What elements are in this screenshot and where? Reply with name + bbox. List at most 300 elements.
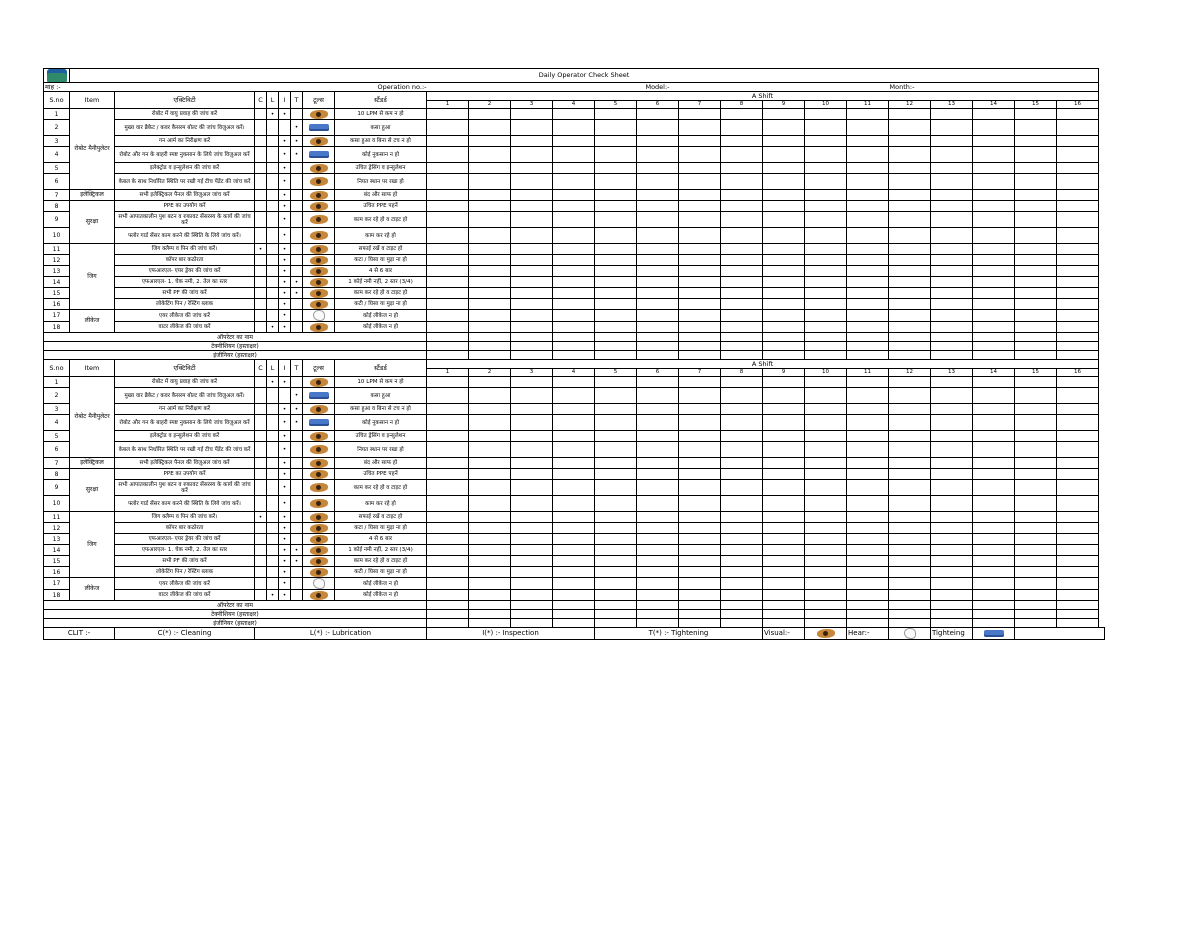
day-check-cell[interactable] <box>469 288 511 299</box>
day-check-cell[interactable] <box>553 288 595 299</box>
day-check-cell[interactable] <box>595 480 637 496</box>
day-check-cell[interactable] <box>1057 212 1099 228</box>
day-check-cell[interactable] <box>973 590 1015 601</box>
day-check-cell[interactable] <box>595 244 637 255</box>
day-check-cell[interactable] <box>721 545 763 556</box>
signature-cell[interactable] <box>1015 342 1057 351</box>
day-check-cell[interactable] <box>1015 163 1057 174</box>
day-check-cell[interactable] <box>889 244 931 255</box>
day-check-cell[interactable] <box>427 201 469 212</box>
signature-cell[interactable] <box>931 351 973 360</box>
day-check-cell[interactable] <box>427 277 469 288</box>
day-check-cell[interactable] <box>763 442 805 458</box>
day-check-cell[interactable] <box>595 496 637 512</box>
day-check-cell[interactable] <box>469 299 511 310</box>
day-check-cell[interactable] <box>679 109 721 120</box>
day-check-cell[interactable] <box>889 377 931 388</box>
signature-cell[interactable] <box>595 333 637 342</box>
day-check-cell[interactable] <box>847 322 889 333</box>
day-check-cell[interactable] <box>637 255 679 266</box>
day-check-cell[interactable] <box>1015 266 1057 277</box>
signature-cell[interactable] <box>805 351 847 360</box>
day-check-cell[interactable] <box>763 228 805 244</box>
day-check-cell[interactable] <box>847 109 889 120</box>
day-check-cell[interactable] <box>679 496 721 512</box>
day-check-cell[interactable] <box>1015 480 1057 496</box>
day-check-cell[interactable] <box>511 512 553 523</box>
day-check-cell[interactable] <box>679 136 721 147</box>
signature-cell[interactable] <box>721 333 763 342</box>
day-check-cell[interactable] <box>931 120 973 136</box>
day-check-cell[interactable] <box>931 415 973 431</box>
day-check-cell[interactable] <box>1057 590 1099 601</box>
day-check-cell[interactable] <box>637 228 679 244</box>
signature-cell[interactable] <box>763 619 805 628</box>
day-check-cell[interactable] <box>973 277 1015 288</box>
signature-cell[interactable] <box>721 619 763 628</box>
signature-cell[interactable] <box>1015 333 1057 342</box>
day-check-cell[interactable] <box>721 556 763 567</box>
day-check-cell[interactable] <box>595 212 637 228</box>
day-check-cell[interactable] <box>847 147 889 163</box>
day-check-cell[interactable] <box>511 228 553 244</box>
day-check-cell[interactable] <box>679 212 721 228</box>
day-check-cell[interactable] <box>595 228 637 244</box>
day-check-cell[interactable] <box>553 174 595 190</box>
day-check-cell[interactable] <box>889 174 931 190</box>
day-check-cell[interactable] <box>763 404 805 415</box>
day-check-cell[interactable] <box>427 442 469 458</box>
day-check-cell[interactable] <box>595 469 637 480</box>
signature-cell[interactable] <box>679 619 721 628</box>
day-check-cell[interactable] <box>889 388 931 404</box>
day-check-cell[interactable] <box>1015 442 1057 458</box>
day-check-cell[interactable] <box>763 163 805 174</box>
day-check-cell[interactable] <box>763 496 805 512</box>
day-check-cell[interactable] <box>553 431 595 442</box>
day-check-cell[interactable] <box>1015 212 1057 228</box>
day-check-cell[interactable] <box>511 496 553 512</box>
day-check-cell[interactable] <box>427 556 469 567</box>
day-check-cell[interactable] <box>847 377 889 388</box>
day-check-cell[interactable] <box>805 120 847 136</box>
day-check-cell[interactable] <box>931 578 973 590</box>
day-check-cell[interactable] <box>889 469 931 480</box>
day-check-cell[interactable] <box>1015 147 1057 163</box>
day-check-cell[interactable] <box>511 534 553 545</box>
day-check-cell[interactable] <box>427 512 469 523</box>
day-check-cell[interactable] <box>469 212 511 228</box>
day-check-cell[interactable] <box>1015 288 1057 299</box>
day-check-cell[interactable] <box>805 288 847 299</box>
signature-cell[interactable] <box>805 333 847 342</box>
day-check-cell[interactable] <box>931 266 973 277</box>
day-check-cell[interactable] <box>553 512 595 523</box>
day-check-cell[interactable] <box>1015 174 1057 190</box>
day-check-cell[interactable] <box>553 255 595 266</box>
day-check-cell[interactable] <box>763 567 805 578</box>
day-check-cell[interactable] <box>679 404 721 415</box>
day-check-cell[interactable] <box>427 545 469 556</box>
day-check-cell[interactable] <box>595 190 637 201</box>
day-check-cell[interactable] <box>847 512 889 523</box>
day-check-cell[interactable] <box>595 288 637 299</box>
signature-cell[interactable] <box>889 601 931 610</box>
day-check-cell[interactable] <box>1057 174 1099 190</box>
day-check-cell[interactable] <box>637 534 679 545</box>
day-check-cell[interactable] <box>1057 388 1099 404</box>
day-check-cell[interactable] <box>931 288 973 299</box>
day-check-cell[interactable] <box>721 404 763 415</box>
day-check-cell[interactable] <box>1057 404 1099 415</box>
day-check-cell[interactable] <box>763 480 805 496</box>
day-check-cell[interactable] <box>553 556 595 567</box>
day-check-cell[interactable] <box>679 120 721 136</box>
day-check-cell[interactable] <box>805 458 847 469</box>
day-check-cell[interactable] <box>511 288 553 299</box>
signature-cell[interactable] <box>889 610 931 619</box>
day-check-cell[interactable] <box>469 136 511 147</box>
day-check-cell[interactable] <box>679 458 721 469</box>
day-check-cell[interactable] <box>763 147 805 163</box>
day-check-cell[interactable] <box>1015 190 1057 201</box>
day-check-cell[interactable] <box>721 567 763 578</box>
day-check-cell[interactable] <box>721 578 763 590</box>
day-check-cell[interactable] <box>805 496 847 512</box>
day-check-cell[interactable] <box>637 163 679 174</box>
day-check-cell[interactable] <box>847 310 889 322</box>
day-check-cell[interactable] <box>889 512 931 523</box>
signature-cell[interactable] <box>847 342 889 351</box>
day-check-cell[interactable] <box>889 556 931 567</box>
day-check-cell[interactable] <box>721 458 763 469</box>
day-check-cell[interactable] <box>847 299 889 310</box>
signature-cell[interactable] <box>469 351 511 360</box>
day-check-cell[interactable] <box>637 201 679 212</box>
day-check-cell[interactable] <box>721 480 763 496</box>
day-check-cell[interactable] <box>553 458 595 469</box>
day-check-cell[interactable] <box>511 567 553 578</box>
day-check-cell[interactable] <box>847 255 889 266</box>
day-check-cell[interactable] <box>637 277 679 288</box>
day-check-cell[interactable] <box>427 480 469 496</box>
signature-cell[interactable] <box>1057 342 1099 351</box>
day-check-cell[interactable] <box>679 556 721 567</box>
day-check-cell[interactable] <box>805 212 847 228</box>
day-check-cell[interactable] <box>679 377 721 388</box>
day-check-cell[interactable] <box>889 109 931 120</box>
day-check-cell[interactable] <box>511 299 553 310</box>
day-check-cell[interactable] <box>469 496 511 512</box>
day-check-cell[interactable] <box>469 431 511 442</box>
day-check-cell[interactable] <box>679 480 721 496</box>
day-check-cell[interactable] <box>595 567 637 578</box>
signature-cell[interactable] <box>511 619 553 628</box>
day-check-cell[interactable] <box>511 590 553 601</box>
day-check-cell[interactable] <box>469 578 511 590</box>
day-check-cell[interactable] <box>553 442 595 458</box>
day-check-cell[interactable] <box>889 255 931 266</box>
day-check-cell[interactable] <box>1057 458 1099 469</box>
signature-cell[interactable] <box>931 619 973 628</box>
day-check-cell[interactable] <box>721 377 763 388</box>
day-check-cell[interactable] <box>763 255 805 266</box>
day-check-cell[interactable] <box>1057 299 1099 310</box>
day-check-cell[interactable] <box>889 431 931 442</box>
day-check-cell[interactable] <box>469 404 511 415</box>
day-check-cell[interactable] <box>931 136 973 147</box>
day-check-cell[interactable] <box>637 299 679 310</box>
day-check-cell[interactable] <box>553 299 595 310</box>
signature-cell[interactable] <box>1057 619 1099 628</box>
day-check-cell[interactable] <box>553 120 595 136</box>
day-check-cell[interactable] <box>805 299 847 310</box>
day-check-cell[interactable] <box>721 415 763 431</box>
signature-cell[interactable] <box>511 601 553 610</box>
day-check-cell[interactable] <box>973 578 1015 590</box>
day-check-cell[interactable] <box>511 404 553 415</box>
day-check-cell[interactable] <box>679 534 721 545</box>
day-check-cell[interactable] <box>931 545 973 556</box>
day-check-cell[interactable] <box>511 322 553 333</box>
day-check-cell[interactable] <box>427 310 469 322</box>
day-check-cell[interactable] <box>973 212 1015 228</box>
day-check-cell[interactable] <box>805 415 847 431</box>
day-check-cell[interactable] <box>553 147 595 163</box>
day-check-cell[interactable] <box>721 288 763 299</box>
day-check-cell[interactable] <box>595 201 637 212</box>
day-check-cell[interactable] <box>1015 299 1057 310</box>
day-check-cell[interactable] <box>595 310 637 322</box>
day-check-cell[interactable] <box>931 590 973 601</box>
signature-cell[interactable] <box>1057 333 1099 342</box>
day-check-cell[interactable] <box>973 523 1015 534</box>
day-check-cell[interactable] <box>847 277 889 288</box>
signature-cell[interactable] <box>595 610 637 619</box>
day-check-cell[interactable] <box>427 377 469 388</box>
day-check-cell[interactable] <box>763 545 805 556</box>
day-check-cell[interactable] <box>889 496 931 512</box>
day-check-cell[interactable] <box>1015 458 1057 469</box>
day-check-cell[interactable] <box>553 388 595 404</box>
day-check-cell[interactable] <box>1015 255 1057 266</box>
day-check-cell[interactable] <box>637 578 679 590</box>
day-check-cell[interactable] <box>805 377 847 388</box>
day-check-cell[interactable] <box>973 458 1015 469</box>
day-check-cell[interactable] <box>637 415 679 431</box>
day-check-cell[interactable] <box>721 201 763 212</box>
day-check-cell[interactable] <box>427 534 469 545</box>
day-check-cell[interactable] <box>1015 377 1057 388</box>
signature-cell[interactable] <box>721 610 763 619</box>
day-check-cell[interactable] <box>721 388 763 404</box>
day-check-cell[interactable] <box>553 310 595 322</box>
day-check-cell[interactable] <box>637 190 679 201</box>
day-check-cell[interactable] <box>847 190 889 201</box>
day-check-cell[interactable] <box>973 190 1015 201</box>
day-check-cell[interactable] <box>1057 244 1099 255</box>
day-check-cell[interactable] <box>1057 120 1099 136</box>
day-check-cell[interactable] <box>721 299 763 310</box>
day-check-cell[interactable] <box>1057 512 1099 523</box>
day-check-cell[interactable] <box>847 163 889 174</box>
day-check-cell[interactable] <box>1015 228 1057 244</box>
day-check-cell[interactable] <box>679 512 721 523</box>
day-check-cell[interactable] <box>931 190 973 201</box>
day-check-cell[interactable] <box>1015 431 1057 442</box>
day-check-cell[interactable] <box>679 431 721 442</box>
day-check-cell[interactable] <box>679 163 721 174</box>
day-check-cell[interactable] <box>889 288 931 299</box>
day-check-cell[interactable] <box>511 147 553 163</box>
signature-cell[interactable] <box>973 601 1015 610</box>
day-check-cell[interactable] <box>847 404 889 415</box>
day-check-cell[interactable] <box>637 404 679 415</box>
day-check-cell[interactable] <box>931 147 973 163</box>
day-check-cell[interactable] <box>553 545 595 556</box>
day-check-cell[interactable] <box>847 388 889 404</box>
day-check-cell[interactable] <box>553 277 595 288</box>
day-check-cell[interactable] <box>847 228 889 244</box>
day-check-cell[interactable] <box>679 288 721 299</box>
day-check-cell[interactable] <box>469 147 511 163</box>
day-check-cell[interactable] <box>763 201 805 212</box>
day-check-cell[interactable] <box>679 545 721 556</box>
signature-cell[interactable] <box>889 333 931 342</box>
day-check-cell[interactable] <box>973 512 1015 523</box>
signature-cell[interactable] <box>679 333 721 342</box>
day-check-cell[interactable] <box>553 496 595 512</box>
signature-cell[interactable] <box>637 342 679 351</box>
day-check-cell[interactable] <box>469 415 511 431</box>
day-check-cell[interactable] <box>763 523 805 534</box>
day-check-cell[interactable] <box>847 415 889 431</box>
day-check-cell[interactable] <box>511 415 553 431</box>
signature-cell[interactable] <box>553 333 595 342</box>
day-check-cell[interactable] <box>469 377 511 388</box>
day-check-cell[interactable] <box>511 377 553 388</box>
day-check-cell[interactable] <box>973 120 1015 136</box>
day-check-cell[interactable] <box>973 556 1015 567</box>
day-check-cell[interactable] <box>595 404 637 415</box>
signature-cell[interactable] <box>805 610 847 619</box>
signature-cell[interactable] <box>553 610 595 619</box>
day-check-cell[interactable] <box>637 567 679 578</box>
day-check-cell[interactable] <box>553 109 595 120</box>
day-check-cell[interactable] <box>679 523 721 534</box>
day-check-cell[interactable] <box>805 567 847 578</box>
day-check-cell[interactable] <box>889 567 931 578</box>
day-check-cell[interactable] <box>553 469 595 480</box>
day-check-cell[interactable] <box>805 266 847 277</box>
day-check-cell[interactable] <box>931 442 973 458</box>
day-check-cell[interactable] <box>1015 523 1057 534</box>
day-check-cell[interactable] <box>637 469 679 480</box>
signature-cell[interactable] <box>847 351 889 360</box>
day-check-cell[interactable] <box>973 388 1015 404</box>
day-check-cell[interactable] <box>1057 136 1099 147</box>
day-check-cell[interactable] <box>427 163 469 174</box>
day-check-cell[interactable] <box>469 442 511 458</box>
signature-cell[interactable] <box>427 333 469 342</box>
day-check-cell[interactable] <box>637 266 679 277</box>
day-check-cell[interactable] <box>427 458 469 469</box>
day-check-cell[interactable] <box>679 277 721 288</box>
day-check-cell[interactable] <box>763 266 805 277</box>
day-check-cell[interactable] <box>469 190 511 201</box>
day-check-cell[interactable] <box>553 136 595 147</box>
day-check-cell[interactable] <box>553 534 595 545</box>
day-check-cell[interactable] <box>805 388 847 404</box>
day-check-cell[interactable] <box>889 442 931 458</box>
day-check-cell[interactable] <box>889 299 931 310</box>
day-check-cell[interactable] <box>763 512 805 523</box>
day-check-cell[interactable] <box>427 147 469 163</box>
day-check-cell[interactable] <box>637 431 679 442</box>
day-check-cell[interactable] <box>679 228 721 244</box>
day-check-cell[interactable] <box>763 310 805 322</box>
day-check-cell[interactable] <box>1057 255 1099 266</box>
day-check-cell[interactable] <box>889 545 931 556</box>
day-check-cell[interactable] <box>973 163 1015 174</box>
day-check-cell[interactable] <box>973 244 1015 255</box>
day-check-cell[interactable] <box>763 415 805 431</box>
day-check-cell[interactable] <box>1057 442 1099 458</box>
day-check-cell[interactable] <box>1057 163 1099 174</box>
day-check-cell[interactable] <box>1057 109 1099 120</box>
signature-cell[interactable] <box>469 601 511 610</box>
signature-cell[interactable] <box>973 610 1015 619</box>
day-check-cell[interactable] <box>889 590 931 601</box>
day-check-cell[interactable] <box>1057 496 1099 512</box>
day-check-cell[interactable] <box>1015 534 1057 545</box>
day-check-cell[interactable] <box>1015 244 1057 255</box>
signature-cell[interactable] <box>721 342 763 351</box>
day-check-cell[interactable] <box>511 578 553 590</box>
signature-cell[interactable] <box>637 351 679 360</box>
signature-cell[interactable] <box>511 333 553 342</box>
day-check-cell[interactable] <box>1057 147 1099 163</box>
signature-cell[interactable] <box>847 610 889 619</box>
day-check-cell[interactable] <box>847 442 889 458</box>
signature-cell[interactable] <box>805 342 847 351</box>
day-check-cell[interactable] <box>973 201 1015 212</box>
signature-cell[interactable] <box>1015 601 1057 610</box>
day-check-cell[interactable] <box>553 415 595 431</box>
day-check-cell[interactable] <box>1057 377 1099 388</box>
day-check-cell[interactable] <box>931 469 973 480</box>
day-check-cell[interactable] <box>847 120 889 136</box>
day-check-cell[interactable] <box>721 109 763 120</box>
day-check-cell[interactable] <box>637 480 679 496</box>
day-check-cell[interactable] <box>847 578 889 590</box>
day-check-cell[interactable] <box>805 480 847 496</box>
day-check-cell[interactable] <box>847 136 889 147</box>
day-check-cell[interactable] <box>931 174 973 190</box>
day-check-cell[interactable] <box>847 288 889 299</box>
day-check-cell[interactable] <box>931 512 973 523</box>
signature-cell[interactable] <box>469 342 511 351</box>
day-check-cell[interactable] <box>1015 388 1057 404</box>
day-check-cell[interactable] <box>469 469 511 480</box>
signature-cell[interactable] <box>427 610 469 619</box>
day-check-cell[interactable] <box>595 109 637 120</box>
day-check-cell[interactable] <box>427 404 469 415</box>
day-check-cell[interactable] <box>427 523 469 534</box>
day-check-cell[interactable] <box>721 163 763 174</box>
signature-cell[interactable] <box>847 619 889 628</box>
day-check-cell[interactable] <box>427 266 469 277</box>
